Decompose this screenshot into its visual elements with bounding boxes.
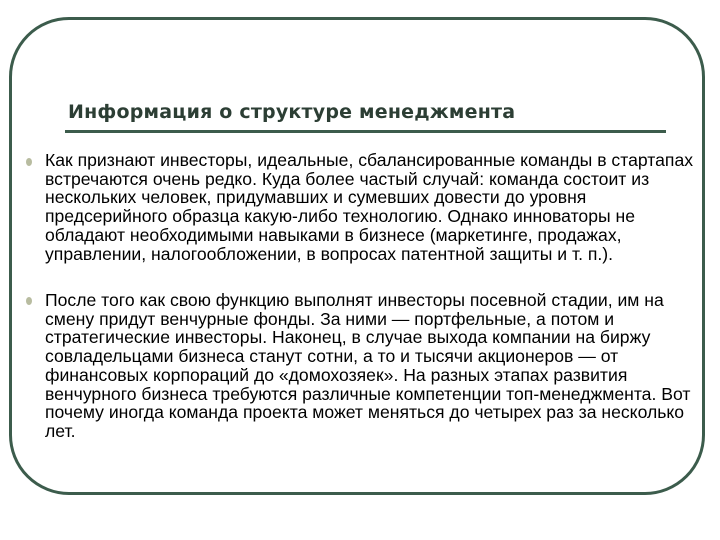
title-underline (65, 130, 666, 133)
bullet-text-1: Как признают инвесторы, идеальные, сбалансированные команды в стартапах встречаются очень редко. Куда более частый случай: команда состоит из нескольких человек, придумавших и сумевших довести до уровня предсерийного образца какую-либо технологию. Однако инноваторы не обладают необходимыми навыками в бизнесе (маркетинге, продажах, управлении, налогообложении, в вопросах патентной защиты и т. п.). (45, 150, 694, 264)
bullet-text-2: После того как свою функцию выполнят инвесторы посевной стадии, им на смену придут венчурные фонды. За ними — портфельные, а потом и стратегические инвесторы. Наконец, в случае выхода компании на биржу совладельцами бизнеса станут сотни, а то и тысячи акционеров — от финансовых корпораций до «домохозяек». На разных этапах развития венчурного бизнеса требуются различные компетенции топ-менеджмента. Вот почему иногда команда проекта может меняться до четырех раз за несколько лет. (45, 290, 691, 441)
slide-title: Информация о структуре менеджмента (68, 101, 516, 123)
bullet-dot-icon (26, 297, 32, 305)
bullet-dot-icon (26, 158, 32, 166)
